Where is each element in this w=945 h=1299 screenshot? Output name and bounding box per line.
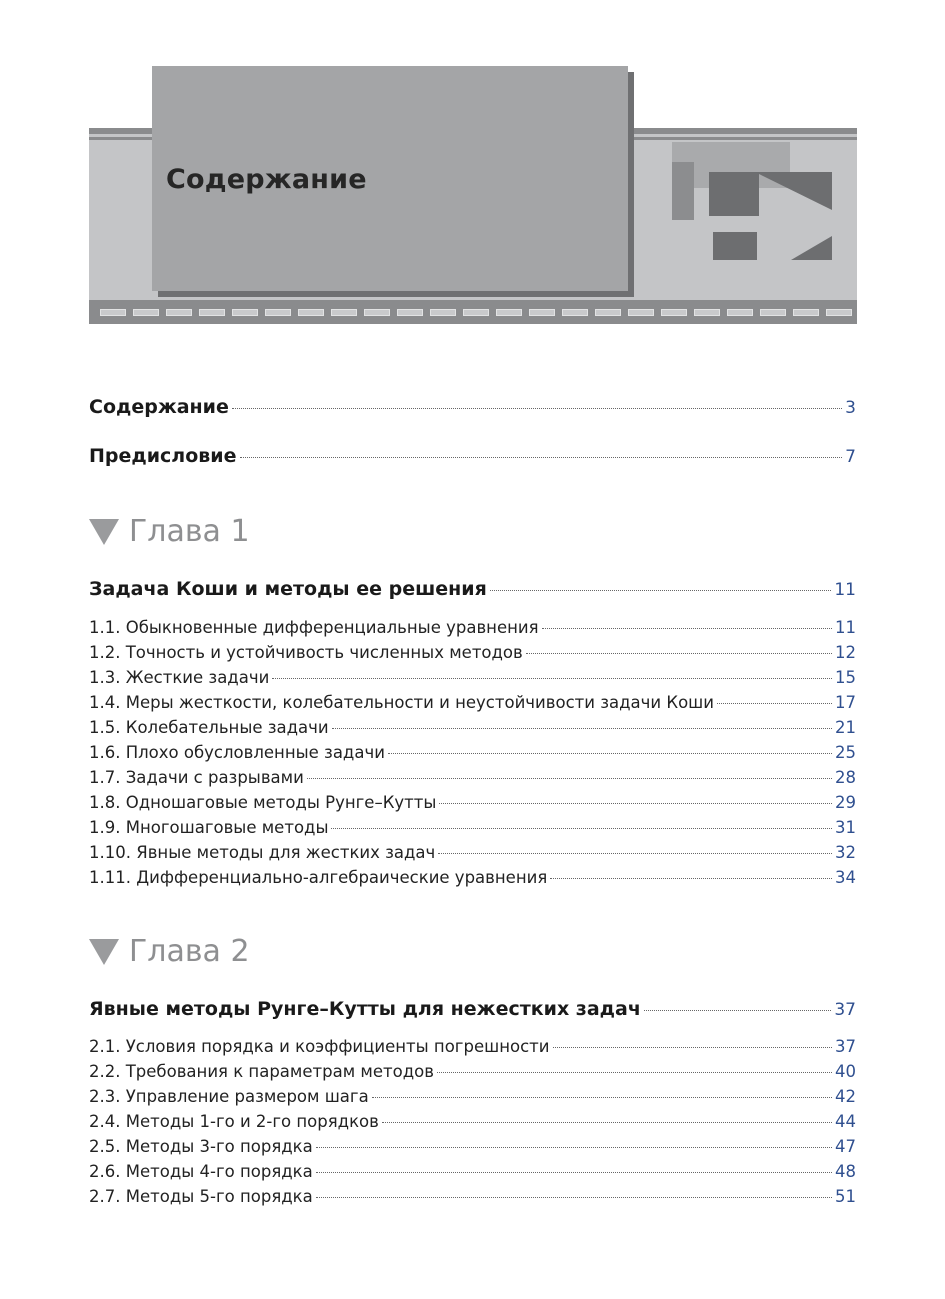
dot-leader	[307, 778, 832, 779]
toc-entry-preface[interactable]	[89, 445, 856, 467]
strip-segment	[298, 309, 324, 316]
toc-section-entry[interactable]	[89, 1062, 856, 1081]
dot-leader	[437, 1072, 832, 1073]
toc-page-number: 51	[835, 1187, 856, 1206]
toc-entry-label: Содержание	[89, 396, 229, 418]
toc-page-number: 15	[835, 668, 856, 687]
toc-page-number: 32	[835, 843, 856, 862]
triangle-down-icon	[89, 939, 119, 965]
toc-section-entry[interactable]	[89, 618, 856, 637]
dot-leader	[490, 590, 832, 591]
toc-section-entry[interactable]	[89, 1087, 856, 1106]
toc-entry-label: Задача Коши и методы ее решения	[89, 578, 487, 600]
toc-page-number: 12	[835, 643, 856, 662]
decor-triangles	[755, 172, 835, 260]
toc-entry-label: 1.3. Жесткие задачи	[89, 668, 270, 687]
toc-section-entry[interactable]	[89, 743, 856, 762]
toc-section-entry[interactable]	[89, 1137, 856, 1156]
strip-segment	[232, 309, 258, 316]
strip-segment	[529, 309, 555, 316]
toc-page-number: 25	[835, 743, 856, 762]
dot-leader	[542, 628, 832, 629]
chapter-heading-text: Глава 2	[129, 934, 250, 969]
strip-segment	[430, 309, 456, 316]
strip-segment	[826, 309, 852, 316]
toc-page-number: 40	[835, 1062, 856, 1081]
toc-page-number: 29	[835, 793, 856, 812]
toc-chapter-title-2[interactable]	[89, 998, 856, 1020]
strip-segment	[694, 309, 720, 316]
toc-page-number: 11	[835, 618, 856, 637]
strip-segment	[166, 309, 192, 316]
toc-page-number: 37	[835, 1037, 856, 1056]
toc-section-entry[interactable]	[89, 768, 856, 787]
dot-leader	[553, 1047, 833, 1048]
dot-leader	[526, 653, 832, 654]
page-title: Содержание	[166, 164, 367, 195]
dot-leader	[388, 753, 832, 754]
toc-entry-label: 1.8. Одношаговые методы Рунге–Кутты	[89, 793, 437, 812]
dot-leader	[332, 728, 832, 729]
toc-entry-label: 1.1. Обыкновенные дифференциальные уравнения	[89, 618, 539, 637]
toc-entry-label: Предисловие	[89, 445, 237, 467]
toc-section-entry[interactable]	[89, 1162, 856, 1181]
toc-chapter-title-1[interactable]	[89, 578, 856, 600]
dot-leader	[372, 1097, 832, 1098]
toc-entry-label: 2.1. Условия порядка и коэффициенты погрешности	[89, 1037, 550, 1056]
toc-page-number: 7	[845, 447, 856, 467]
toc-entry-label: 2.6. Методы 4-го порядка	[89, 1162, 313, 1181]
dot-leader	[331, 828, 832, 829]
toc-section-entry[interactable]	[89, 643, 856, 662]
toc-entry-label: 1.5. Колебательные задачи	[89, 718, 329, 737]
toc-entry-label: 2.4. Методы 1-го и 2-го порядков	[89, 1112, 379, 1131]
toc-page-number: 17	[835, 693, 856, 712]
strip-segment	[199, 309, 225, 316]
toc-entry-label: 2.2. Требования к параметрам методов	[89, 1062, 434, 1081]
toc-entry-label: 1.10. Явные методы для жестких задач	[89, 843, 436, 862]
chapter-heading-text: Глава 1	[129, 514, 250, 549]
toc-section-entry[interactable]	[89, 1037, 856, 1056]
dot-leader	[439, 803, 832, 804]
toc-entry-label: Явные методы Рунге–Кутты для нежестких задач	[89, 998, 641, 1020]
toc-section-entry[interactable]	[89, 693, 856, 712]
toc-entry-label: 1.7. Задачи с разрывами	[89, 768, 304, 787]
toc-page-number: 3	[845, 398, 856, 418]
toc-page-number: 31	[835, 818, 856, 837]
toc-page-number: 28	[835, 768, 856, 787]
toc-page-number: 37	[834, 1000, 856, 1020]
toc-page-number: 34	[835, 868, 856, 887]
strip-segment	[727, 309, 753, 316]
dot-leader	[382, 1122, 832, 1123]
strip-segment	[595, 309, 621, 316]
toc-entry-label: 2.7. Методы 5-го порядка	[89, 1187, 313, 1206]
toc-entry-label: 1.9. Многошаговые методы	[89, 818, 329, 837]
toc-entry-contents[interactable]	[89, 396, 856, 418]
dot-leader	[316, 1197, 832, 1198]
toc-entry-label: 2.3. Управление размером шага	[89, 1087, 369, 1106]
dot-leader	[717, 703, 832, 704]
strip-segment	[133, 309, 159, 316]
toc-section-entry[interactable]	[89, 668, 856, 687]
toc-entry-label: 1.6. Плохо обусловленные задачи	[89, 743, 385, 762]
strip-segment	[364, 309, 390, 316]
dot-leader	[240, 457, 843, 458]
toc-page-number: 21	[835, 718, 856, 737]
dot-leader	[272, 678, 832, 679]
triangle-down-icon	[89, 519, 119, 545]
decor-triangle	[791, 236, 832, 260]
banner-bottom-strip	[89, 300, 857, 324]
toc-entry-label: 1.11. Дифференциально-алгебраические уравнения	[89, 868, 548, 887]
toc-section-entry[interactable]	[89, 1187, 856, 1206]
strip-segment	[661, 309, 687, 316]
dot-leader	[316, 1172, 832, 1173]
strip-segment	[628, 309, 654, 316]
dot-leader	[550, 878, 832, 879]
toc-page-number: 44	[835, 1112, 856, 1131]
toc-section-entry[interactable]	[89, 843, 856, 862]
strip-segment	[265, 309, 291, 316]
strip-segment	[463, 309, 489, 316]
decor-block	[709, 172, 759, 216]
toc-page-number: 47	[835, 1137, 856, 1156]
decor-triangle	[755, 172, 832, 210]
toc-page-number: 42	[835, 1087, 856, 1106]
chapter-heading-2	[89, 934, 250, 969]
dot-leader	[438, 853, 832, 854]
dot-leader	[232, 408, 842, 409]
strip-segment	[793, 309, 819, 316]
decor-block	[672, 162, 694, 220]
strip-segment	[100, 309, 126, 316]
toc-page-number: 48	[835, 1162, 856, 1181]
toc-page-number: 11	[834, 580, 856, 600]
toc-section-entry[interactable]	[89, 868, 856, 887]
strip-segment	[760, 309, 786, 316]
strip-segment	[331, 309, 357, 316]
toc-entry-label: 2.5. Методы 3-го порядка	[89, 1137, 313, 1156]
strip-segment	[397, 309, 423, 316]
toc-entry-label: 1.4. Меры жесткости, колебательности и неустойчивости задачи Коши	[89, 693, 715, 712]
toc-entry-label: 1.2. Точность и устойчивость численных методов	[89, 643, 523, 662]
dot-leader	[644, 1010, 831, 1011]
dot-leader	[316, 1147, 832, 1148]
toc-section-entry[interactable]	[89, 818, 856, 837]
toc-section-entry[interactable]	[89, 718, 856, 737]
decor-block	[713, 232, 757, 260]
chapter-heading-1	[89, 514, 250, 549]
toc-section-entry[interactable]	[89, 793, 856, 812]
strip-segment	[562, 309, 588, 316]
title-box	[152, 66, 628, 291]
strip-segment	[496, 309, 522, 316]
toc-section-entry[interactable]	[89, 1112, 856, 1131]
